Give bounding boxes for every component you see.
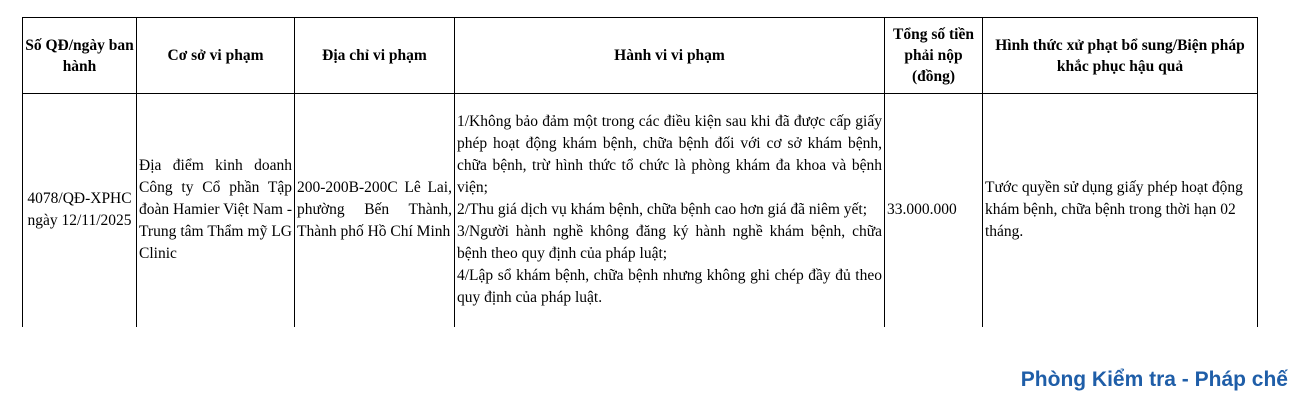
department-signature: Phòng Kiểm tra - Pháp chế (1020, 368, 1288, 391)
header-address: Địa chỉ vi phạm (295, 18, 455, 94)
cell-amount: 33.000.000 (885, 94, 983, 327)
table-header-row (23, 18, 1258, 94)
violation-item-4: 4/Lập sổ khám bệnh, chữa bệnh nhưng không ghi chép đầy đủ theo quy định của pháp luật. (457, 267, 882, 307)
cell-facility: Địa điểm kinh doanh Công ty Cổ phần Tập đoàn Hamier Việt Nam - Trung tâm Thẩm mỹ LG Clinic (137, 94, 295, 327)
header-decision: Số QĐ/ngày ban hành (23, 18, 137, 94)
cell-address: 200-200B-200C Lê Lai, phường Bến Thành, Thành phố Hồ Chí Minh (295, 94, 455, 327)
cell-remedy: Tước quyền sử dụng giấy phép hoạt động khám bệnh, chữa bệnh trong thời hạn 02 tháng. (983, 94, 1258, 327)
cell-decision: 4078/QĐ-XPHC ngày 12/11/2025 (23, 94, 137, 327)
violation-item-1: 1/Không bảo đảm một trong các điều kiện sau khi đã được cấp giấy phép hoạt động khám bệnh, chữa bệnh đối với cơ sở khám bệnh, chữa bệnh, trừ hình thức tổ chức là phòng khám đa khoa và bệnh viện; (457, 113, 882, 197)
header-violations: Hành vi vi phạm (455, 18, 885, 94)
violation-item-3: 3/Người hành nghề không đăng ký hành nghề khám bệnh, chữa bệnh theo quy định của pháp luật; (457, 223, 882, 263)
header-remedy: Hình thức xử phạt bổ sung/Biện pháp khắc phục hậu quả (983, 18, 1258, 94)
header-amount: Tổng số tiền phải nộp (đồng) (885, 18, 983, 94)
table-row (23, 94, 1258, 327)
cell-violations (455, 94, 885, 327)
violation-item-2: 2/Thu giá dịch vụ khám bệnh, chữa bệnh cao hơn giá đã niêm yết; (457, 201, 868, 219)
violations-table (22, 17, 1258, 327)
header-facility: Cơ sở vi phạm (137, 18, 295, 94)
